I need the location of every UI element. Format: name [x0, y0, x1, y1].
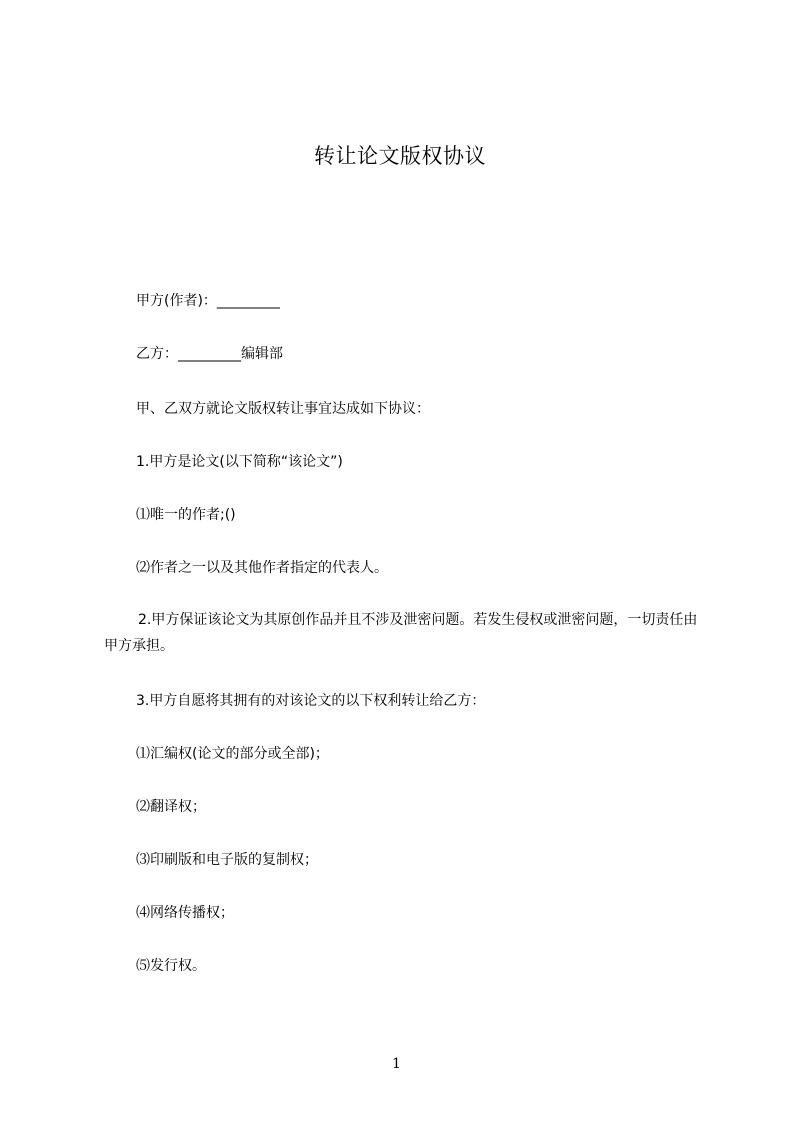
intro-line: 甲、乙双方就论文版权转让事宜达成如下协议： — [136, 401, 430, 417]
document-title: 转让论文版权协议 — [314, 144, 486, 168]
party-a-line: 甲方(作者)：_________ — [136, 293, 280, 309]
clause-1-item-1: ⑴唯一的作者;() — [136, 507, 236, 523]
clause-2: 2.甲方保证该论文为其原创作品并且不涉及泄密问题。若发生侵权或泄密问题，一切责任由甲方承担。 — [104, 612, 698, 654]
clause-3-item-2: ⑵翻译权； — [136, 799, 206, 815]
clause-3-item-3: ⑶印刷版和电子版的复制权； — [136, 852, 318, 868]
clause-1-item-2: ⑵作者之一以及其他作者指定的代表人。 — [136, 560, 388, 576]
page-number: 1 — [392, 1056, 401, 1072]
party-b-line: 乙方：_________编辑部 — [136, 346, 283, 362]
clause-3-item-4: ⑷网络传播权； — [136, 905, 234, 921]
clause-3-item-1: ⑴汇编权(论文的部分或全部)； — [136, 746, 329, 762]
clause-1: 1.甲方是论文(以下简称“该论文”) — [136, 454, 343, 470]
clause-3-item-5: ⑸发行权。 — [136, 958, 206, 974]
clause-3: 3.甲方自愿将其拥有的对该论文的以下权利转让给乙方： — [136, 693, 486, 709]
